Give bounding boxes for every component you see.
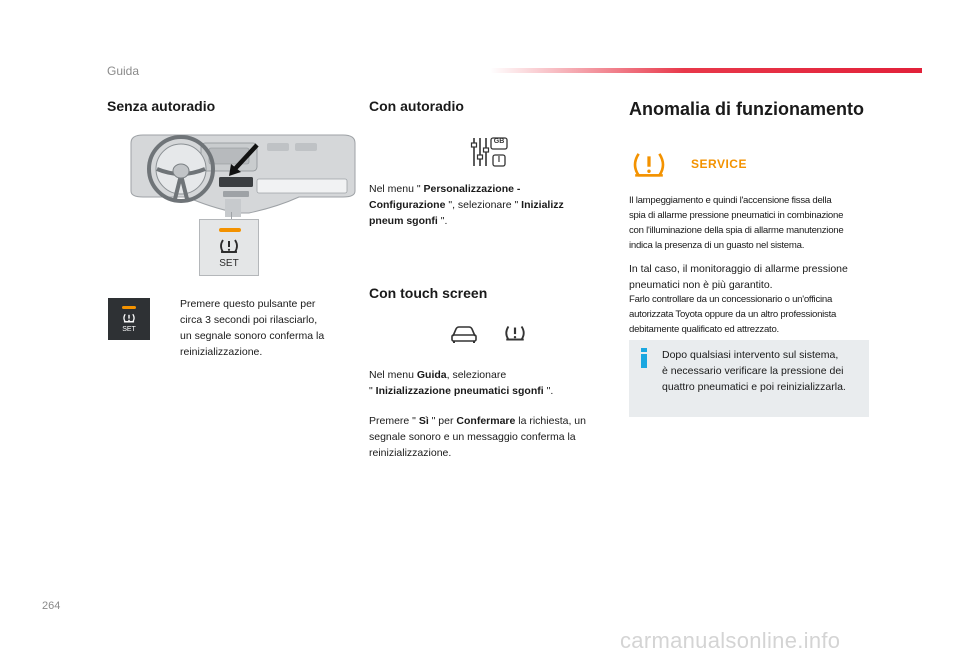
section-label: Guida bbox=[107, 64, 140, 78]
text-line: Farlo controllare da un concessionario o un'officina bbox=[629, 294, 833, 305]
text-line: è necessario verificare la pressione dei bbox=[662, 365, 844, 377]
text-line: con l'illuminazione della spia di allarme manutenzione bbox=[629, 225, 844, 236]
i-label: I bbox=[497, 155, 501, 164]
con-autoradio-title: Con autoradio bbox=[369, 98, 464, 114]
set-led bbox=[219, 228, 241, 232]
text-line: pneumatici non è più garantito. bbox=[629, 279, 773, 291]
gb-label: GB bbox=[493, 138, 505, 145]
confirm-instruction bbox=[369, 413, 609, 461]
menu-path: Personalizzazione - bbox=[423, 183, 521, 195]
set-button-small bbox=[108, 298, 150, 340]
touch-screen-title: Con touch screen bbox=[369, 285, 488, 301]
text-line: In tal caso, il monitoraggio di allarme pressione bbox=[629, 263, 848, 275]
header-accent-line bbox=[490, 68, 922, 73]
set-label-small: SET bbox=[122, 326, 136, 333]
text-run: ". bbox=[437, 215, 448, 227]
menu-option: pneum sgonfi bbox=[369, 215, 438, 227]
text-line: indica la presenza di un guasto nel sistema. bbox=[629, 240, 805, 251]
car-icon bbox=[450, 324, 478, 344]
info-text bbox=[662, 347, 867, 395]
text-line: debitamente qualificato ed attrezzato. bbox=[629, 324, 779, 335]
text-run: " per bbox=[428, 415, 457, 427]
menu-name: Guida bbox=[416, 369, 447, 381]
anomalia-paragraph-2 bbox=[629, 261, 879, 293]
anomalia-paragraph-1 bbox=[629, 193, 879, 253]
text-run: Nel menu bbox=[369, 369, 417, 381]
touch-screen-instruction bbox=[369, 367, 609, 399]
tire-pressure-warning-icon bbox=[218, 237, 240, 255]
text-run: Premere " bbox=[369, 415, 419, 427]
menu-option: Inizializz bbox=[521, 199, 564, 211]
instruction-line: reinizializzazione. bbox=[180, 346, 263, 358]
text-line: reinizializzazione. bbox=[369, 447, 452, 459]
tire-pressure-warning-icon bbox=[630, 148, 668, 182]
tire-pressure-warning-icon bbox=[122, 312, 136, 324]
info-icon bbox=[638, 348, 650, 368]
service-warning-icon: SERVICE bbox=[691, 157, 747, 171]
tire-pressure-warning-icon bbox=[503, 323, 527, 343]
text-line: spia di allarme pressione pneumatici in combinazione bbox=[629, 210, 844, 221]
instruction-line: Premere questo pulsante per bbox=[180, 298, 316, 310]
text-line: autorizzata Toyota oppure da un altro professionista bbox=[629, 309, 837, 320]
text-line: Il lampeggiamento e quindi l'accensione fissa della bbox=[629, 195, 832, 206]
menu-path: Configurazione bbox=[369, 199, 446, 211]
anomalia-title: Anomalia di funzionamento bbox=[629, 99, 865, 119]
text-run: la richiesta, un bbox=[515, 415, 586, 427]
senza-autoradio-instruction bbox=[180, 296, 350, 360]
text-line: quattro pneumatici e poi reinizializzarla. bbox=[662, 381, 846, 393]
text-run: " bbox=[369, 385, 376, 397]
text-line: Dopo qualsiasi intervento sul sistema, bbox=[662, 349, 839, 361]
action-name: Confermare bbox=[456, 415, 516, 427]
text-line: segnale sonoro e un messaggio conferma la bbox=[369, 431, 576, 443]
anomalia-paragraph-3 bbox=[629, 292, 879, 337]
text-run: Nel menu " bbox=[369, 183, 424, 195]
page-number: 264 bbox=[42, 600, 61, 612]
set-led-small bbox=[122, 306, 136, 309]
button-name: Sì bbox=[418, 415, 429, 427]
dashboard-illustration bbox=[129, 133, 357, 217]
set-label: SET bbox=[219, 258, 239, 269]
senza-autoradio-title: Senza autoradio bbox=[107, 98, 216, 114]
watermark: carmanualsonline.info bbox=[620, 628, 841, 653]
text-run: ". bbox=[543, 385, 554, 397]
set-button-enlarged bbox=[199, 219, 259, 276]
text-run: , selezionare bbox=[446, 369, 507, 381]
text-run: ", selezionare " bbox=[445, 199, 522, 211]
menu-option: Inizializzazione pneumatici sgonfi bbox=[375, 385, 544, 397]
instruction-line: un segnale sonoro conferma la bbox=[180, 330, 325, 342]
con-autoradio-instruction bbox=[369, 181, 599, 229]
instruction-line: circa 3 secondi poi rilasciarlo, bbox=[180, 314, 318, 326]
